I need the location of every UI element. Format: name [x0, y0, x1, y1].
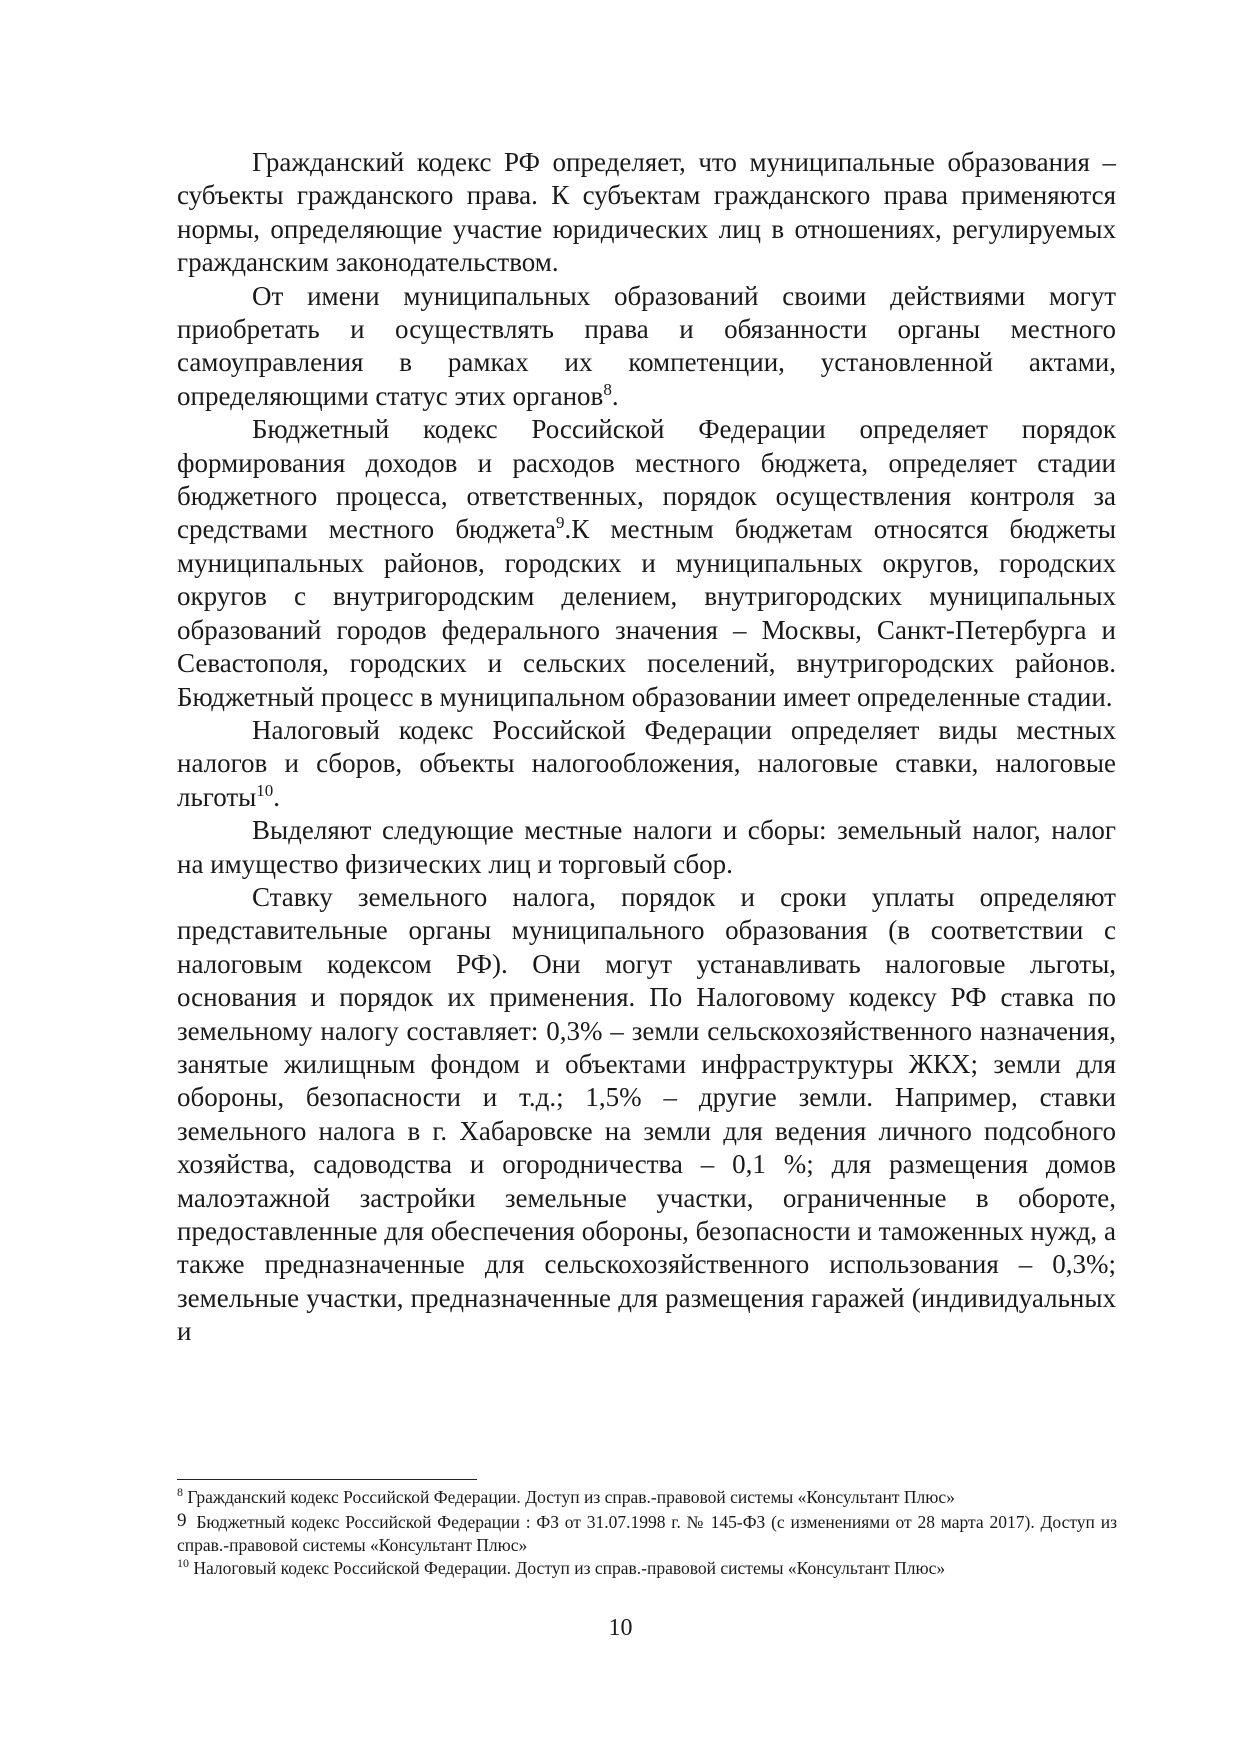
footnote-ref-9[interactable]: 9 — [556, 513, 565, 533]
footnote-8 — [177, 1486, 1117, 1509]
footnote-9 — [177, 1509, 1117, 1557]
footnote-separator — [177, 1479, 477, 1480]
footnote-ref-8[interactable]: 8 — [603, 379, 612, 399]
footnotes — [177, 1486, 1117, 1580]
footnote-text: Бюджетный кодекс Российской Федерации : ФЗ от 31.07.1998 г. № 145-ФЗ (с изменениями от 28 марта 2017). Доступ из справ.-правовой системы «Консультант Плюс» — [177, 1512, 1118, 1555]
paragraph-text: Ставку земельного налога, порядок и сроки уплаты определяют представительные органы муниципального образования (в соответствии с налоговым кодексом РФ). Они могут устанавливать налоговые льготы, основания и порядок их применения. По Налоговому кодексу РФ ставка по земельному налогу составляет: 0,3% – земли сельскохозяйственного назначения, занятые жилищным фондом и объектами инфраструктуры ЖКХ; земли для обороны, безопасности и т.д.; 1,5% – другие земли. Например, ставки земельного налога в г. Хабаровске на земли для ведения личного подсобного хозяйства, садоводства и огородничества – 0,1 %; для размещения домов малоэтажной застройки земельные участки, ограниченные в обороте, предоставленные для обеспечения обороны, безопасности и таможенных нужд, а также предназначенные для сельскохозяйственного использования – 0,3%; земельные участки, предназначенные для размещения гаражей (индивидуальных и — [177, 881, 1116, 1347]
paragraph-text: Бюджетный кодекс Российской Федерации определяет порядок формирования доходов и расходов местного бюджета, определяет стадии бюджетного процесса, ответственных, порядок осуществления контроля за средствами местного бюджета — [177, 414, 1116, 545]
paragraph-text: Гражданский кодекс РФ определяет, что муниципальные образования – субъекты гражданского права. К субъектам гражданского права применяются нормы, определяющие участие юридических лиц в отношениях, регулируемых гражданским законодательством. — [177, 147, 1116, 278]
paragraph-text-end: .К местным бюджетам относятся бюджеты муниципальных районов, городских и муниципальных округов, городских округов с внутригородским делением, внутригородских муниципальных образований городов федерального значения – Москвы, Санкт-Петербурга и Севастополя, городских и сельских поселений, внутригородских районов. Бюджетный процесс в муниципальном образовании имеет определенные стадии. — [177, 514, 1117, 712]
paragraph-land-tax — [177, 881, 1116, 1349]
footnote-text: Налоговый кодекс Российской Федерации. Доступ из справ.-правовой системы «Консультант Плюс» — [193, 1558, 946, 1578]
paragraph-civil-code — [177, 146, 1116, 280]
footnote-ref-10[interactable]: 10 — [256, 780, 274, 800]
paragraph-tax-code — [177, 714, 1116, 814]
paragraph-text: От имени муниципальных образований своими действиями могут приобретать и осуществлять права и обязанности органы местного самоуправления в рамках их компетенции, установленной актами, определяющими статус этих органов — [177, 280, 1116, 411]
footnote-mark: 8 — [177, 1485, 183, 1500]
paragraph-text-end: . — [273, 781, 281, 812]
footnote-mark: 9 — [177, 1510, 187, 1531]
page-number: 10 — [608, 1615, 633, 1641]
footnote-text: Гражданский кодекс Российской Федерации. Доступ из справ.-правовой системы «Консультант Плюс» — [187, 1487, 955, 1507]
footnote-10 — [177, 1557, 1117, 1580]
footnote-mark: 10 — [177, 1556, 189, 1571]
main-text — [177, 146, 1116, 1349]
paragraph-text: Выделяют следующие местные налоги и сборы: земельный налог, налог на имущество физических лиц и торговый сбор. — [177, 815, 1116, 879]
paragraph-text: Налоговый кодекс Российской Федерации определяет виды местных налогов и сборов, объекты налогообложения, налоговые ставки, налоговые льготы — [177, 714, 1116, 812]
paragraph-local-taxes — [177, 814, 1116, 881]
paragraph-local-self-government — [177, 280, 1116, 414]
paragraph-text-end: . — [611, 380, 619, 411]
paragraph-budget-code — [177, 413, 1116, 714]
